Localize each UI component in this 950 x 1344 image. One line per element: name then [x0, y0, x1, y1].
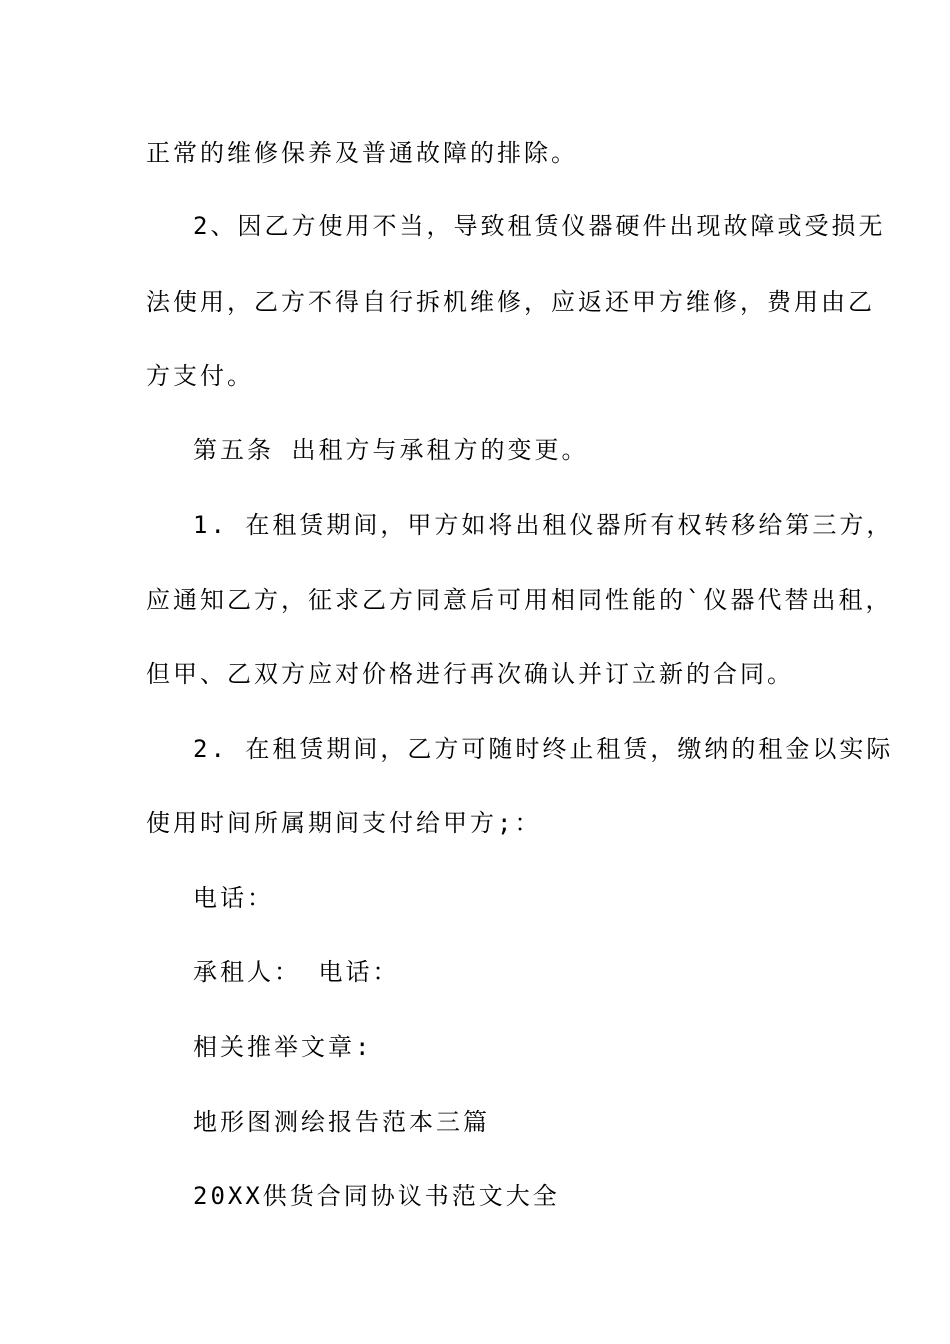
paragraph-line-6: 1. 在租赁期间，甲方如将出租仪器所有权转移给第三方， [193, 511, 894, 539]
related-articles-heading: 相关推举文章: [193, 1033, 373, 1061]
paragraph-line-2: 2、因乙方使用不当，导致租赁仪器硬件出现故障或受损无 [193, 212, 886, 240]
paragraph-line-9: 2. 在租赁期间，乙方可随时终止租赁，缴纳的租金以实际 [193, 735, 894, 763]
paragraph-line-3: 法使用，乙方不得自行拆机维修，应返还甲方维修，费用由乙 [146, 288, 875, 316]
related-article-1: 地形图测绘报告范本三篇 [193, 1108, 490, 1136]
paragraph-line-4: 方支付。 [146, 362, 254, 390]
related-article-2: 20XX供货合同协议书范文大全 [193, 1182, 560, 1210]
paragraph-line-1: 正常的维修保养及普通故障的排除。 [146, 139, 578, 167]
section-heading: 第五条 出租方与承租方的变更。 [193, 436, 589, 464]
paragraph-line-7: 应通知乙方，征求乙方同意后可用相同性能的`仪器代替出租， [146, 586, 893, 614]
paragraph-line-10: 使用时间所属期间支付给甲方;： [146, 809, 542, 837]
lessee-phone-label: 承租人： 电话： [193, 958, 400, 986]
phone-label: 电话： [193, 884, 274, 912]
paragraph-line-8: 但甲、乙双方应对价格进行再次确认并订立新的合同。 [146, 660, 794, 688]
